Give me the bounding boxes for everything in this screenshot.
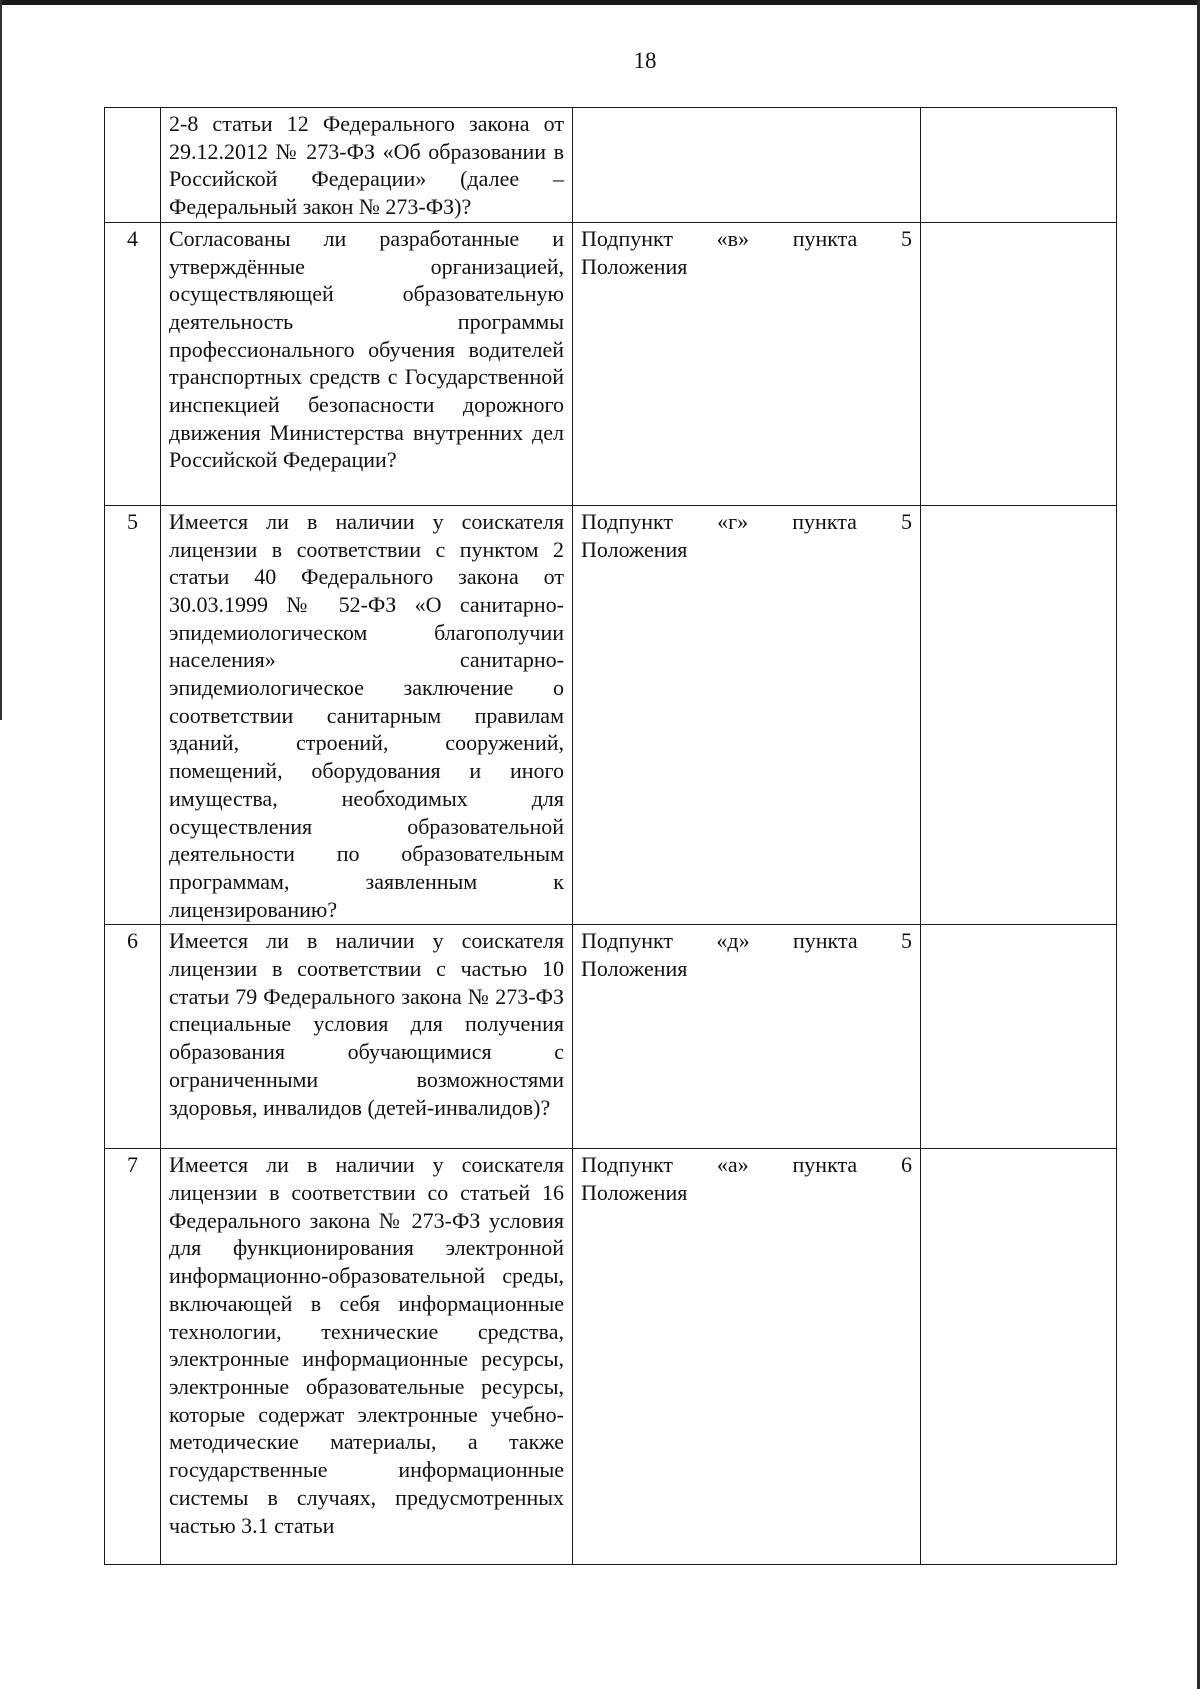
question-cell <box>161 505 573 925</box>
scan-edge-top <box>0 0 1200 5</box>
table-row <box>105 505 1117 925</box>
basis-word: пункта <box>792 1152 858 1178</box>
basis-word: «г» <box>717 508 749 534</box>
answer-cell <box>921 925 1117 1149</box>
table-row <box>105 108 1117 223</box>
basis-word: 5 <box>900 225 912 251</box>
table-row <box>105 1149 1117 1565</box>
answer-cell <box>921 108 1117 223</box>
basis-word: «а» <box>716 1152 749 1178</box>
basis-word: «в» <box>716 225 750 251</box>
answer-cell <box>921 505 1117 925</box>
basis-word: Подпункт <box>581 508 674 534</box>
page-number: 18 <box>633 48 657 73</box>
basis-word: 5 <box>900 508 912 534</box>
question-text: Имеется ли в наличии у соискателя лицензии в соответствии с пунктом 2 статьи 40 Федерального закона от 30.03.1999 № 52-ФЗ «О санитарно-эпидемиологическом благополучии населения» санитарно-эпидемиологическое заключение о соответствии санитарным правилам зданий, строений, сооружений, помещений, оборудования и иного имущества, необходимых для осуществления образовательной деятельности по образовательным программам, заявленным к лицензированию? <box>169 508 564 922</box>
question-text: 2-8 статьи 12 Федерального закона от 29.12.2012 № 273-ФЗ «Об образовании в Российской Федерации» (далее – Федеральный закон № 273-ФЗ)? <box>169 111 564 220</box>
table-row <box>105 925 1117 1149</box>
row-number: 6 <box>105 925 161 1149</box>
question-text: Имеется ли в наличии у соискателя лицензии в соответствии со статьей 16 Федерального закона № 273-ФЗ условия для функционирования электронной информационно-образовательной среды, включающей в себя информационные технологии, технические средства, электронные информационные ресурсы, электронные образовательные ресурсы, которые содержат электронные учебно-методические материалы, а также государственные информационные системы в случаях, предусмотренных частью 3.1 статьи <box>169 1152 564 1538</box>
basis-document: Положения <box>581 1180 688 1206</box>
legal-basis-cell <box>573 505 921 925</box>
legal-basis-cell <box>573 108 921 223</box>
row-number <box>105 108 161 223</box>
basis-word: Подпункт <box>581 1152 674 1178</box>
row-number: 4 <box>105 222 161 505</box>
scan-edge-left <box>0 0 2 720</box>
basis-word: пункта <box>793 928 858 954</box>
legal-basis-cell <box>573 925 921 1149</box>
basis-word: 6 <box>901 1152 912 1178</box>
basis-word: Подпункт <box>581 928 674 954</box>
answer-cell <box>921 1149 1117 1565</box>
basis-word: Подпункт <box>581 225 674 251</box>
basis-word: пункта <box>792 508 857 534</box>
question-text: Согласованы ли разработанные и утверждённые организацией, осуществляющей образовательную деятельность программы профессионального обучения водителей транспортных средств с Государственной инспекцией безопасности дорожного движения Министерства внутренних дел Российской Федерации? <box>169 225 564 473</box>
question-cell <box>161 108 573 223</box>
table-row <box>105 222 1117 505</box>
legal-basis-cell <box>573 222 921 505</box>
legal-basis-line <box>581 225 912 253</box>
question-cell <box>161 925 573 1149</box>
basis-word: 5 <box>900 928 912 954</box>
checklist-table <box>104 107 1117 1565</box>
question-text: Имеется ли в наличии у соискателя лицензии в соответствии с частью 10 статьи 79 Федерального закона № 273-ФЗ специальные условия для получения образования обучающимися с ограниченными возможностями здоровья, инвалидов (детей-инвалидов)? <box>169 928 564 1120</box>
basis-document: Положения <box>581 253 688 279</box>
answer-cell <box>921 222 1117 505</box>
question-cell <box>161 222 573 505</box>
basis-word: пункта <box>792 225 858 251</box>
row-number: 7 <box>105 1149 161 1565</box>
basis-document: Положения <box>581 956 688 982</box>
basis-word: «д» <box>716 928 750 954</box>
legal-basis-line <box>581 1151 912 1179</box>
legal-basis-cell <box>573 1149 921 1565</box>
row-number: 5 <box>105 505 161 925</box>
legal-basis-line <box>581 927 912 955</box>
legal-basis-line <box>581 508 912 536</box>
basis-document: Положения <box>581 536 688 562</box>
question-cell <box>161 1149 573 1565</box>
